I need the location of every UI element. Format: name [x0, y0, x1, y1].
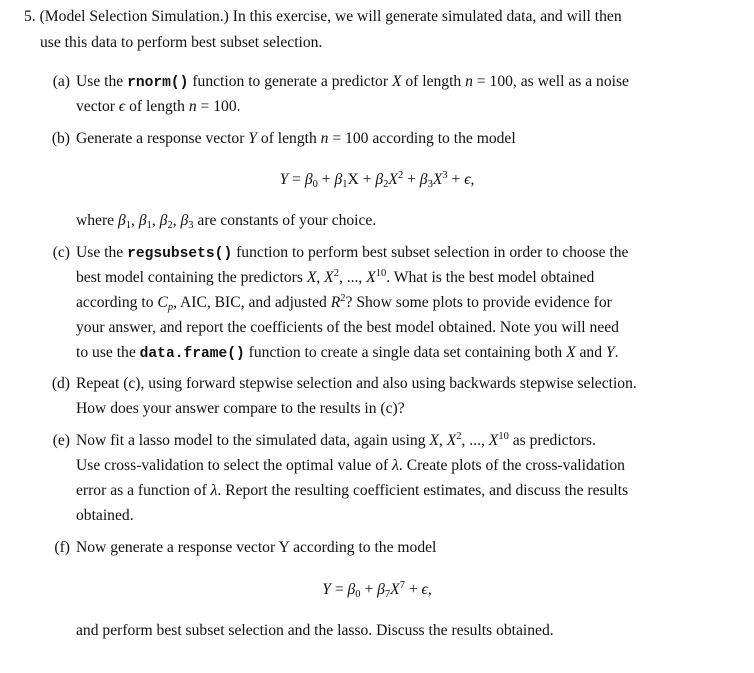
part-a-line-2: vector ϵ of length n = 100.: [76, 98, 241, 115]
part-b-label: (b): [51, 130, 70, 147]
part-e-line-3: error as a function of λ. Report the resulting coefficient estimates, and discuss the results: [76, 482, 629, 499]
part-c-line-1: Use the regsubsets() function to perform best subset selection in order to choose the: [76, 244, 629, 262]
part-e-line-2: Use cross-validation to select the optimal value of λ. Create plots of the cross-validation: [76, 457, 625, 474]
part-c-line-2: best model containing the predictors X, $X^2$, ..., $X^{10}$. What is the best model obtained: [76, 268, 595, 286]
part-f-line-1: Now generate a response vector Y according to the model: [76, 539, 437, 556]
code-data-frame: data.frame(): [139, 346, 245, 362]
part-c-label: (c): [52, 244, 70, 261]
part-b-line-2: where $\beta_1$, $\beta_1$, $\beta_2$, $\beta_3$ are constants of your choice.: [76, 212, 377, 231]
part-e-line-4: obtained.: [76, 507, 134, 524]
exercise-heading: [24, 7, 622, 27]
exercise-title: (Model Selection Simulation.): [39, 8, 229, 25]
part-a-label: (a): [52, 73, 70, 90]
exercise-intro-line-1: In this exercise, we will generate simulated data, and will then: [232, 8, 622, 25]
part-b-line-1: Generate a response vector Y of length n = 100 according to the model: [76, 130, 516, 147]
part-d-line-2: How does your answer compare to the results in (c)?: [76, 400, 405, 417]
part-f-line-2: and perform best subset selection and the lasso. Discuss the results obtained.: [76, 622, 554, 639]
part-d-label: (d): [51, 375, 70, 392]
part-c-line-5: to use the data.frame() function to create a single data set containing both X and Y.: [76, 344, 619, 362]
exercise-intro-line-2: use this data to perform best subset selection.: [40, 34, 323, 51]
part-e-label: (e): [52, 432, 70, 449]
part-c-line-4: your answer, and report the coefficients of the best model obtained. Note you will need: [76, 319, 619, 336]
code-rnorm: rnorm(): [127, 75, 189, 91]
part-d-line-1: Repeat (c), using forward stepwise selection and also using backwards stepwise selection.: [76, 375, 637, 392]
part-c-line-3: according to $C_p$, AIC, BIC, and adjusted $R^2$? Show some plots to provide evidence for: [76, 293, 612, 313]
equation-x7-model: $Y = \beta_0 + \beta_7X^7 + \epsilon$,: [322, 580, 432, 600]
code-regsubsets: regsubsets(): [127, 246, 233, 262]
part-e-line-1: Now fit a lasso model to the simulated data, again using X, $X^2$, ..., $X^{10}$ as predictors.: [76, 431, 596, 449]
equation-cubic-model: $Y = \beta_0 + \beta_1X + \beta_2X^2 + \beta_3X^3 + \epsilon$,: [279, 170, 475, 190]
exercise-number: 5.: [24, 8, 36, 25]
part-a-line-1: Use the rnorm() function to generate a predictor X of length n = 100, as well as a noise: [76, 73, 629, 91]
part-f-label: (f): [54, 539, 70, 556]
